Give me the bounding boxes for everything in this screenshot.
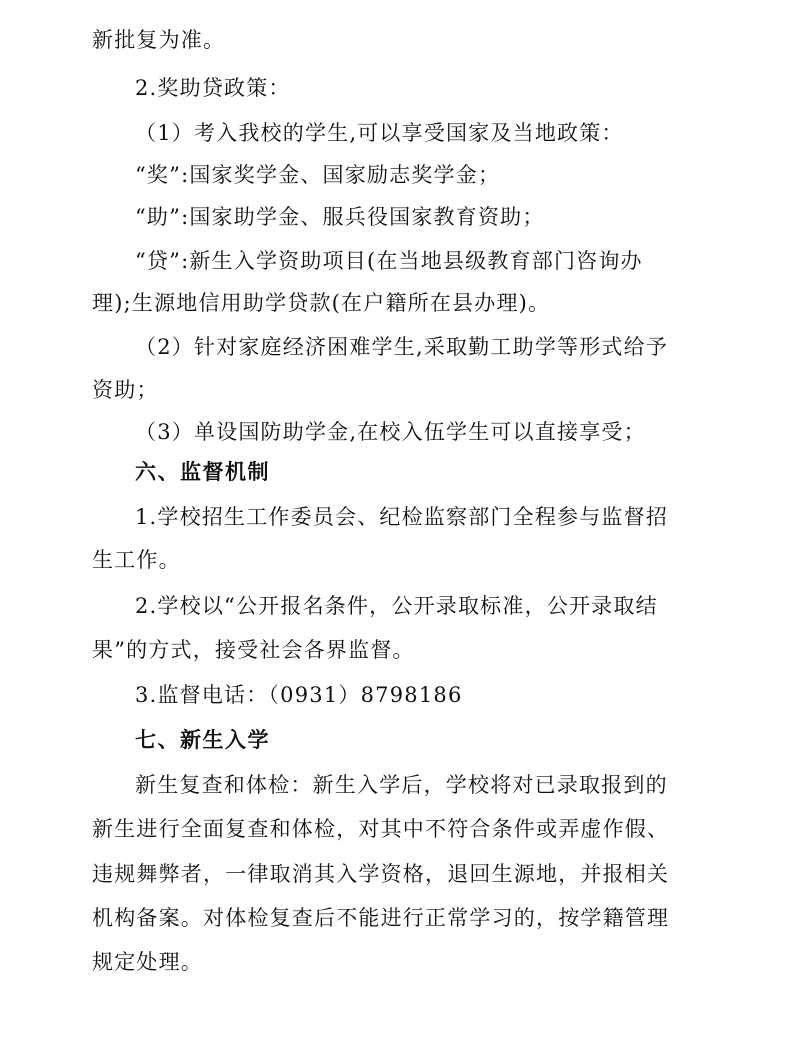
text-line: （1）考入我校的学生,可以享受国家及当地政策： bbox=[135, 121, 624, 145]
text-line: 新批复为准。 bbox=[92, 28, 226, 52]
text-line: “奖”:国家奖学金、国家励志奖学金； bbox=[135, 163, 501, 187]
supervision-phone: 3.监督电话：（0931）8798186 bbox=[135, 683, 463, 707]
text-line: （2）针对家庭经济困难学生,采取勤工助学等形式给予 bbox=[135, 335, 669, 359]
text-line: “贷”:新生入学资助项目(在当地县级教育部门咨询办 bbox=[135, 249, 643, 273]
text-line: 新生复查和体检：新生入学后，学校将对已录取报到的 bbox=[135, 773, 668, 797]
text-line: 违规舞弊者，一律取消其入学资格，退回生源地，并报相关 bbox=[92, 862, 670, 886]
text-line: （3）单设国防助学金,在校入伍学生可以直接享受； bbox=[135, 420, 646, 444]
text-line: 1.学校招生工作委员会、纪检监察部门全程参与监督招 bbox=[135, 505, 669, 529]
text-line: 新生进行全面复查和体检，对其中不符合条件或弄虚作假、 bbox=[92, 817, 670, 841]
section-heading-enrollment: 七、新生入学 bbox=[135, 728, 270, 752]
text-line: 资助； bbox=[92, 378, 159, 402]
text-line: 机构备案。对体检复查后不能进行正常学习的，按学籍管理 bbox=[92, 906, 670, 930]
text-line: 理);生源地信用助学贷款(在户籍所在县办理)。 bbox=[92, 291, 551, 315]
text-line: 规定处理。 bbox=[92, 950, 203, 974]
text-line: 2.奖助贷政策： bbox=[135, 76, 291, 100]
text-line: 2.学校以“公开报名条件，公开录取标准，公开录取结 bbox=[135, 594, 658, 618]
section-heading-supervision: 六、监督机制 bbox=[135, 460, 270, 484]
text-line: “助”:国家助学金、服兵役国家教育资助； bbox=[135, 205, 545, 229]
text-line: 果”的方式，接受社会各界监督。 bbox=[92, 638, 415, 662]
text-line: 生工作。 bbox=[92, 548, 181, 572]
